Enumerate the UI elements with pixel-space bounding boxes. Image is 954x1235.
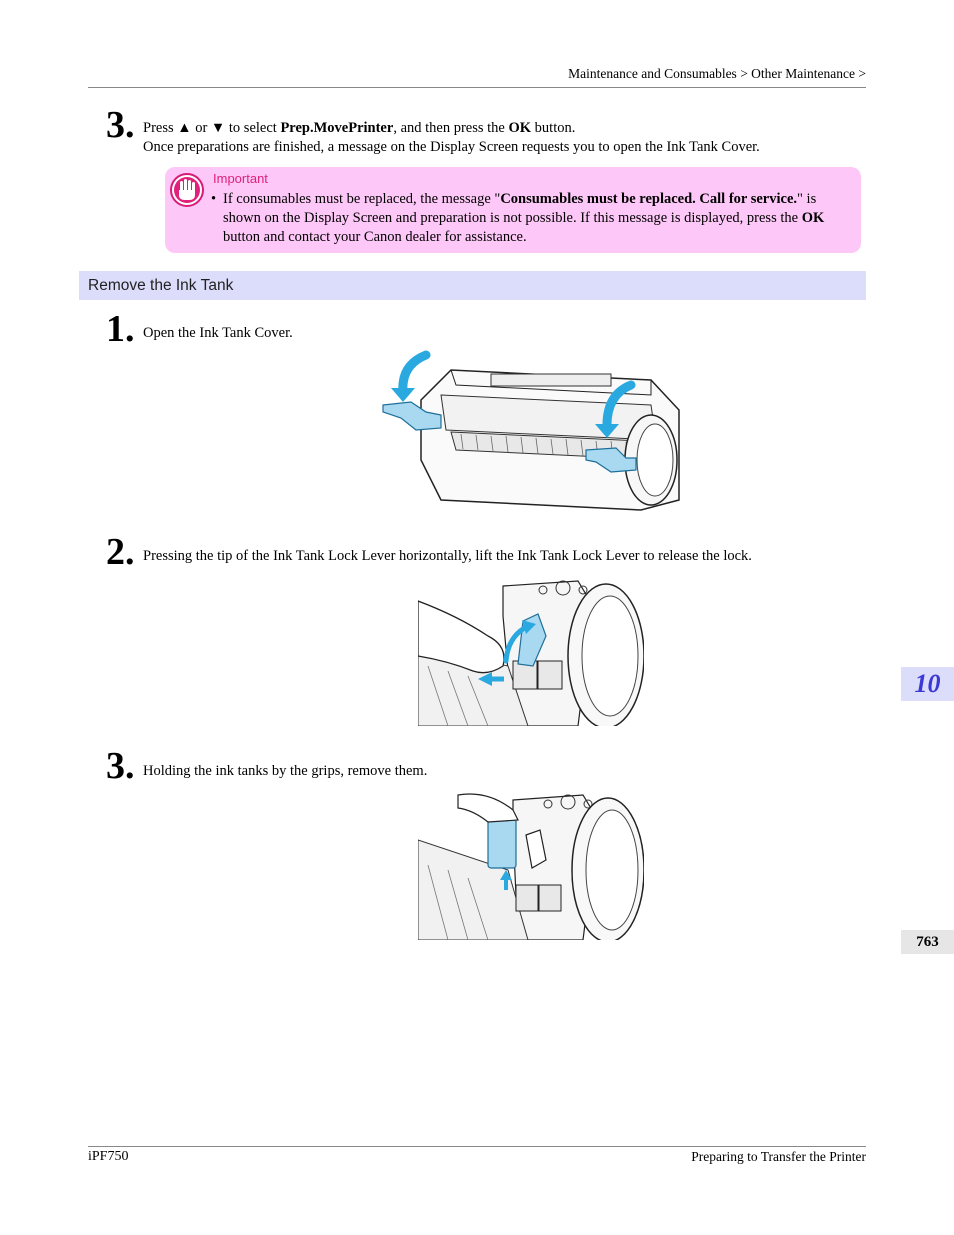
footer-divider	[88, 1146, 866, 1147]
menu-item-name: Prep.MovePrinter	[280, 120, 394, 136]
lock-lever-illustration	[418, 576, 644, 726]
error-message: Consumables must be replaced. Call for service.	[500, 191, 798, 207]
important-text-post: button and contact your Canon dealer for assistance.	[223, 229, 527, 245]
important-label: Important	[213, 171, 268, 186]
step-number: 1.	[106, 308, 135, 350]
step-number: 2.	[106, 531, 135, 573]
step-text: Holding the ink tanks by the grips, remove them.	[143, 763, 428, 779]
prev-step-line2: Once preparations are finished, a message on the Display Screen requests you to open the Ink Tank Cover.	[143, 139, 760, 155]
printer-open-cover-illustration	[381, 350, 681, 512]
remove-ink-tank-illustration	[418, 790, 644, 940]
prev-step-line1-mid: , and then press the	[393, 120, 509, 136]
step-number: 3.	[106, 745, 135, 787]
step-text: Pressing the tip of the Ink Tank Lock Lever horizontally, lift the Ink Tank Lock Lever to release the lock.	[143, 548, 752, 564]
prev-step-line1	[143, 119, 575, 138]
header-divider	[88, 87, 866, 88]
important-text	[211, 190, 851, 247]
section-title: Remove the Ink Tank	[88, 277, 234, 294]
prev-step-line1-pre: Press ▲ or ▼ to select	[143, 120, 281, 136]
bullet: •	[211, 191, 217, 207]
important-text-mid: " is shown on the Display Screen and preparation is not possible. If this message is displayed, press the	[223, 191, 817, 226]
footer-model: iPF750	[88, 1149, 129, 1164]
footer-section: Preparing to Transfer the Printer	[691, 1149, 866, 1164]
prev-step-line1-post: button.	[531, 120, 576, 136]
hand-stop-icon	[169, 172, 205, 208]
breadcrumb: Maintenance and Consumables > Other Maintenance >	[568, 66, 866, 81]
page-number: 763	[916, 934, 939, 950]
important-text-pre: If consumables must be replaced, the message "	[223, 191, 501, 207]
ok-button-label: OK	[508, 120, 532, 136]
chapter-number[interactable]: 10	[914, 669, 941, 698]
prev-step-number: 3.	[106, 104, 135, 146]
ok-button-label: OK	[801, 210, 825, 226]
step-text: Open the Ink Tank Cover.	[143, 325, 293, 341]
